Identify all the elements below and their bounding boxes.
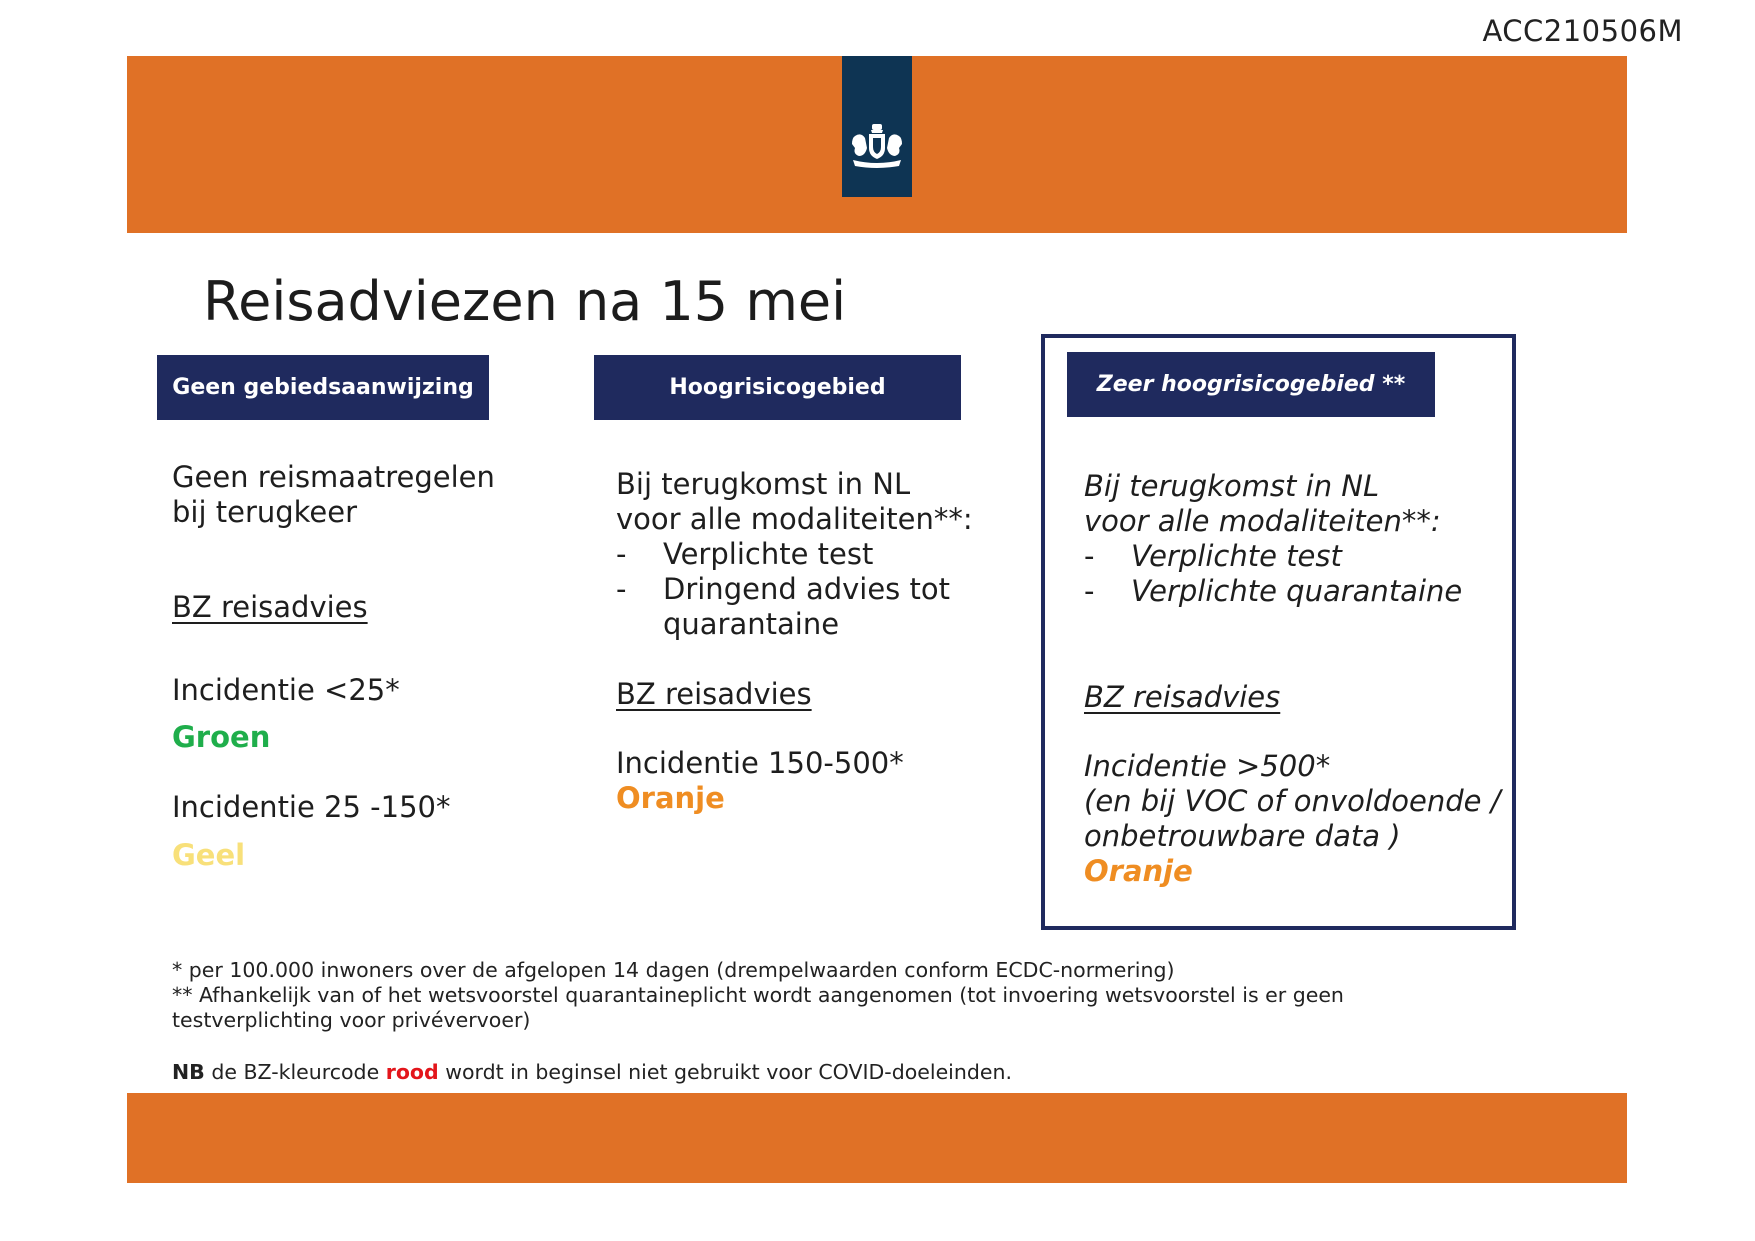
col2-measures — [616, 467, 1036, 642]
col2-bullet — [616, 572, 1036, 642]
col1-bz-reisadvies-label: BZ reisadvies — [172, 590, 368, 624]
col3-intro-line: voor alle modaliteiten**: — [1084, 504, 1441, 538]
column-header-geen-gebiedsaanwijzing: Geen gebiedsaanwijzing — [157, 355, 489, 420]
col1-intro-line: bij terugkeer — [172, 495, 358, 529]
nb-text: de BZ-kleurcode — [204, 1060, 386, 1084]
dash-marker: - — [616, 572, 627, 606]
nb-text: wordt in beginsel niet gebruikt voor COVID-doeleinden. — [438, 1060, 1013, 1084]
col3-bullet — [1084, 574, 1504, 609]
bullet-text: Dringend advies tot quarantaine — [663, 572, 950, 641]
col2-intro-line: Bij terugkomst in NL — [616, 467, 911, 501]
dash-marker: - — [1084, 574, 1095, 608]
col1-color-groen: Groen — [172, 720, 271, 754]
col3-level — [1084, 749, 1514, 889]
bottom-orange-bar — [127, 1093, 1627, 1183]
col2-bz-reisadvies-label: BZ reisadvies — [616, 677, 812, 711]
document-id: ACC210506M — [1482, 14, 1683, 48]
footnote-1: * per 100.000 inwoners over de afgelopen 14 dagen (drempelwaarden conform ECDC-normering) — [172, 958, 1175, 982]
dash-marker: - — [1084, 539, 1095, 573]
dash-marker: - — [616, 537, 627, 571]
col3-measures — [1084, 469, 1504, 609]
col3-bz-reisadvies-label: BZ reisadvies — [1084, 680, 1281, 714]
col1-incidence-geel: Incidentie 25 -150* — [172, 790, 451, 824]
col2-color-oranje: Oranje — [616, 781, 725, 815]
nb-prefix: NB — [172, 1060, 205, 1084]
col2-intro-line: voor alle modaliteiten**: — [616, 502, 973, 536]
bullet-text: Verplichte test — [1131, 539, 1342, 573]
bullet-text: Verplichte test — [663, 537, 874, 571]
nb-rood-highlight: rood — [385, 1060, 439, 1084]
col2-bullet — [616, 537, 1036, 572]
column-header-zeer-hoogrisicogebied: Zeer hoogrisicogebied ** — [1067, 352, 1435, 417]
nb-note — [172, 1060, 1012, 1084]
col3-intro-line: Bij terugkomst in NL — [1084, 469, 1380, 503]
col2-incidence-oranje: Incidentie 150-500* — [616, 746, 904, 780]
col1-incidence-groen: Incidentie <25* — [172, 673, 400, 707]
col3-color-oranje: Oranje — [1084, 854, 1193, 888]
col3-incidence: Incidentie >500* — [1084, 749, 1331, 783]
logo-strip — [842, 56, 912, 197]
col3-note-line: (en bij VOC of onvoldoende / — [1084, 784, 1501, 818]
rijksoverheid-coat-of-arms-icon — [847, 122, 907, 172]
col1-color-geel: Geel — [172, 838, 246, 872]
bullet-text: Verplichte quarantaine — [1131, 574, 1463, 608]
footnotes — [172, 958, 1432, 1033]
col1-intro-line: Geen reismaatregelen — [172, 460, 495, 494]
col3-bullet — [1084, 539, 1504, 574]
page-title: Reisadviezen na 15 mei — [203, 270, 847, 333]
column-header-hoogrisicogebied: Hoogrisicogebied — [594, 355, 961, 420]
col3-note-line: onbetrouwbare data ) — [1084, 819, 1401, 853]
footnote-2: ** Afhankelijk van of het wetsvoorstel quarantaineplicht wordt aangenomen (tot invoering wetsvoorstel is er geen testverplichting voor privévervoer) — [172, 983, 1344, 1032]
col1-intro — [172, 460, 495, 530]
